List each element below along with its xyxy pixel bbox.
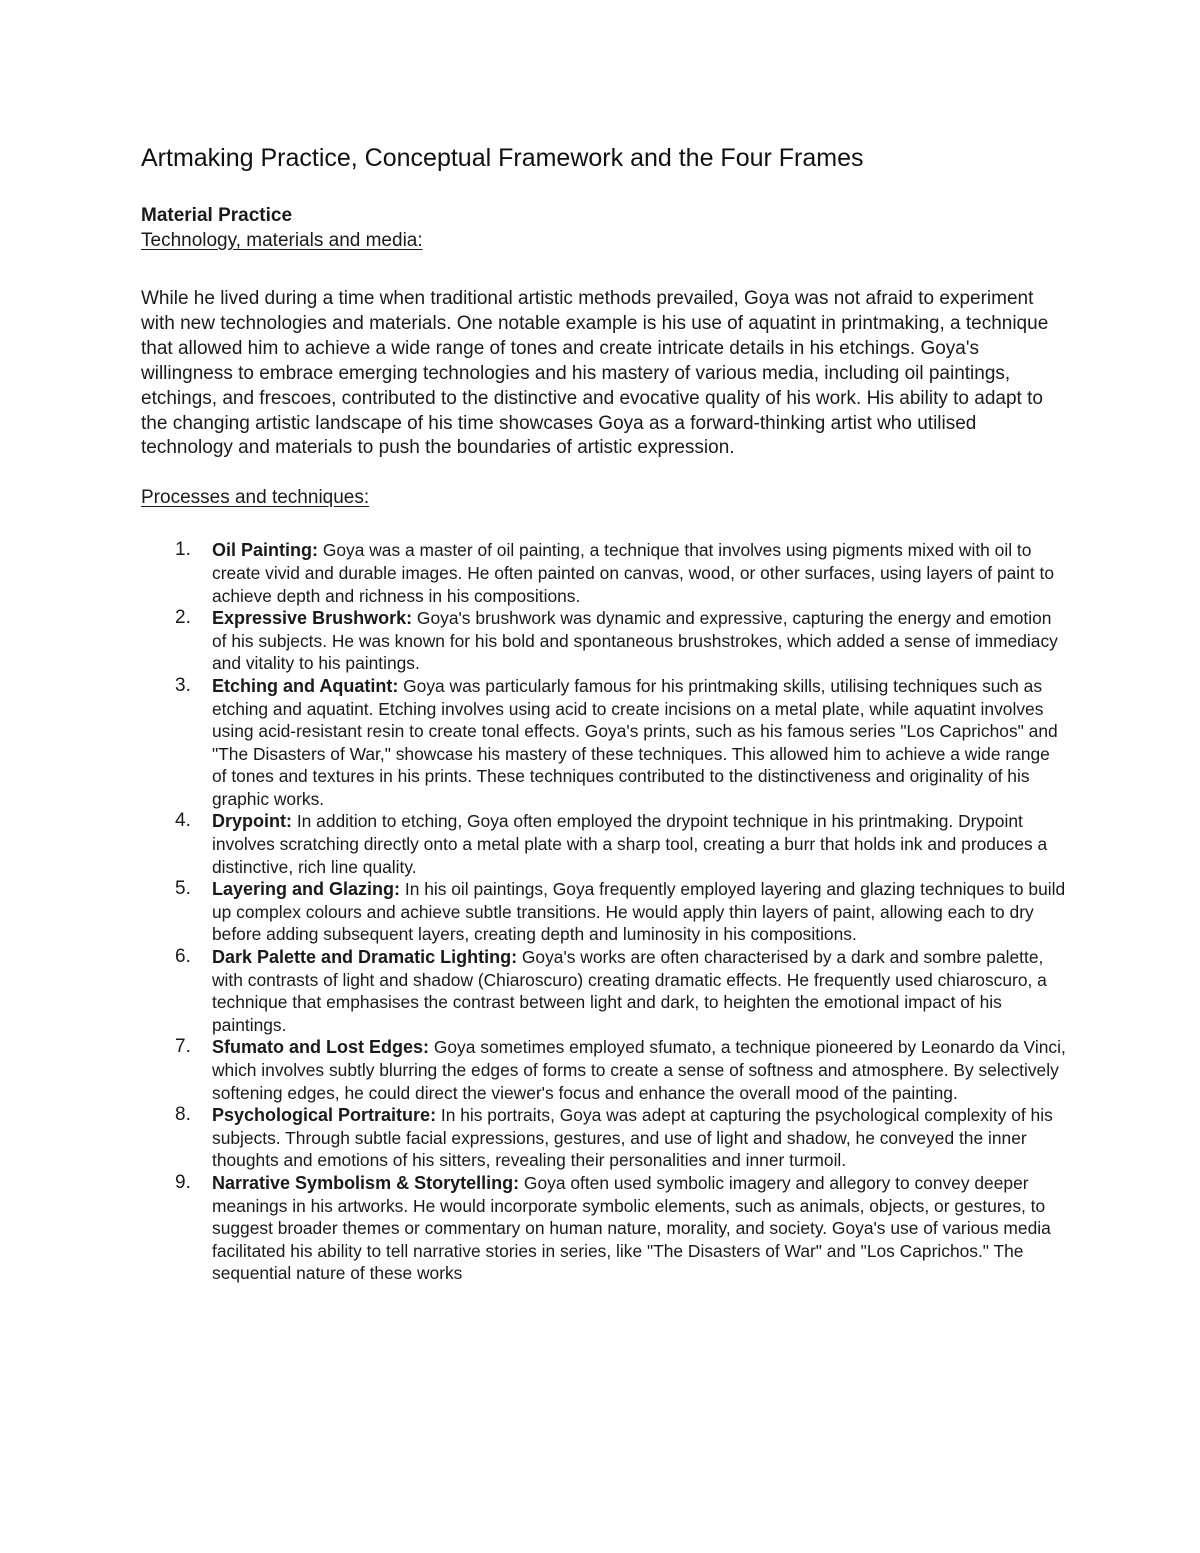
list-number: 5.: [175, 878, 191, 900]
list-number: 8.: [175, 1104, 191, 1126]
list-item: [141, 946, 1066, 1036]
list-number: 7.: [175, 1036, 191, 1058]
technique-description: In his portraits, Goya was adept at capturing the psychological complexity of his subjects. Through subtle facial expressions, gestures, and use of light and shadow, he conveyed the inner thoughts and emotions of his sitters, revealing their personalities and inner turmoil.: [212, 1105, 1053, 1171]
techniques-list: [141, 539, 1066, 1285]
list-number: 3.: [175, 674, 191, 696]
technique-name: Etching and Aquatint:: [212, 675, 399, 696]
list-item: [141, 539, 1066, 607]
document-page: [141, 138, 1066, 1285]
technique-description: Goya was a master of oil painting, a technique that involves using pigments mixed with oil to create vivid and durable images. He often painted on canvas, wood, or other surfaces, using layers of paint to achieve depth and richness in his compositions.: [212, 540, 1055, 606]
technique-description: In addition to etching, Goya often employed the drypoint technique in his printmaking. Drypoint involves scratching directly onto a metal plate with a sharp tool, creating a burr that holds ink and produces a distinctive, rich line quality.: [212, 811, 1048, 877]
list-number: 4.: [175, 810, 191, 832]
section-heading: Material Practice: [141, 205, 293, 226]
subheading-processes: Processes and techniques:: [141, 487, 370, 509]
subheading-technology: Technology, materials and media:: [141, 230, 423, 251]
technique-name: Sfumato and Lost Edges:: [212, 1037, 430, 1058]
technique-name: Dark Palette and Dramatic Lighting:: [212, 947, 518, 968]
technique-name: Drypoint:: [212, 811, 292, 832]
technique-description: Goya often used symbolic imagery and allegory to convey deeper meanings in his artworks. He would incorporate symbolic elements, such as animals, objects, or gestures, to suggest broader themes or commentary on human nature, morality, and society. Goya's use of various media facilitated his ability to tell narrative stories in series, like "The Disasters of War" and "Los Caprichos." The sequential nature of these works: [212, 1172, 1051, 1284]
technique-description: Goya sometimes employed sfumato, a technique pioneered by Leonardo da Vinci, which involves subtly blurring the edges of forms to create a sense of softness and atmosphere. By selectively softening edges, he could direct the viewer's focus and enhance the overall mood of the painting.: [212, 1037, 1066, 1103]
technique-name: Psychological Portraiture:: [212, 1105, 437, 1126]
technique-name: Narrative Symbolism & Storytelling:: [212, 1172, 520, 1193]
list-item: [141, 1104, 1066, 1172]
technique-description: In his oil paintings, Goya frequently employed layering and glazing techniques to build up complex colours and achieve subtle transitions. He would apply thin layers of paint, allowing each to dry before adding subsequent layers, creating depth and luminosity in his compositions.: [212, 879, 1066, 945]
technique-name: Expressive Brushwork:: [212, 608, 413, 629]
list-item: [141, 675, 1066, 811]
list-item: [141, 607, 1066, 675]
technique-name: Layering and Glazing:: [212, 879, 401, 900]
list-item: [141, 1172, 1066, 1285]
list-item: [141, 878, 1066, 946]
list-number: 2.: [175, 607, 191, 629]
technique-name: Oil Painting:: [212, 540, 318, 561]
technique-description: Goya's works are often characterised by a dark and sombre palette, with contrasts of light and shadow (Chiaroscuro) creating dramatic effects. He frequently used chiaroscuro, a technique that emphasises the contrast between light and dark, to heighten the emotional impact of his paintings.: [212, 947, 1047, 1035]
intro-paragraph: While he lived during a time when traditional artistic methods prevailed, Goya was not afraid to experiment with new technologies and materials. One notable example is his use of aquatint in printmaking, a technique that allowed him to achieve a wide range of tones and create intricate details in his etchings. Goya's willingness to embrace emerging technologies and his mastery of various media, including oil paintings, etchings, and frescoes, contributed to the distinctive and evocative quality of his work. His ability to adapt to the changing artistic landscape of his time showcases Goya as a forward-thinking artist who utilised technology and materials to push the boundaries of artistic expression.: [141, 288, 1049, 459]
list-item: [141, 1036, 1066, 1104]
technique-description: Goya was particularly famous for his printmaking skills, utilising techniques such as etching and aquatint. Etching involves using acid to create incisions on a metal plate, while aquatint involves using acid-resistant resin to create tonal effects. Goya's prints, such as his famous series "Los Caprichos" and "The Disasters of War," showcase his mastery of these techniques. This allowed him to achieve a wide range of tones and textures in his prints. These techniques contributed to the distinctiveness and originality of his graphic works.: [212, 675, 1058, 809]
page-title: Artmaking Practice, Conceptual Framework and the Four Frames: [141, 144, 864, 172]
list-item: [141, 810, 1066, 878]
list-number: 1.: [175, 539, 191, 561]
list-number: 6.: [175, 946, 191, 968]
technique-description: Goya's brushwork was dynamic and expressive, capturing the energy and emotion of his subjects. He was known for his bold and spontaneous brushstrokes, which added a sense of immediacy and vitality to his paintings.: [212, 608, 1058, 674]
list-number: 9.: [175, 1171, 191, 1193]
